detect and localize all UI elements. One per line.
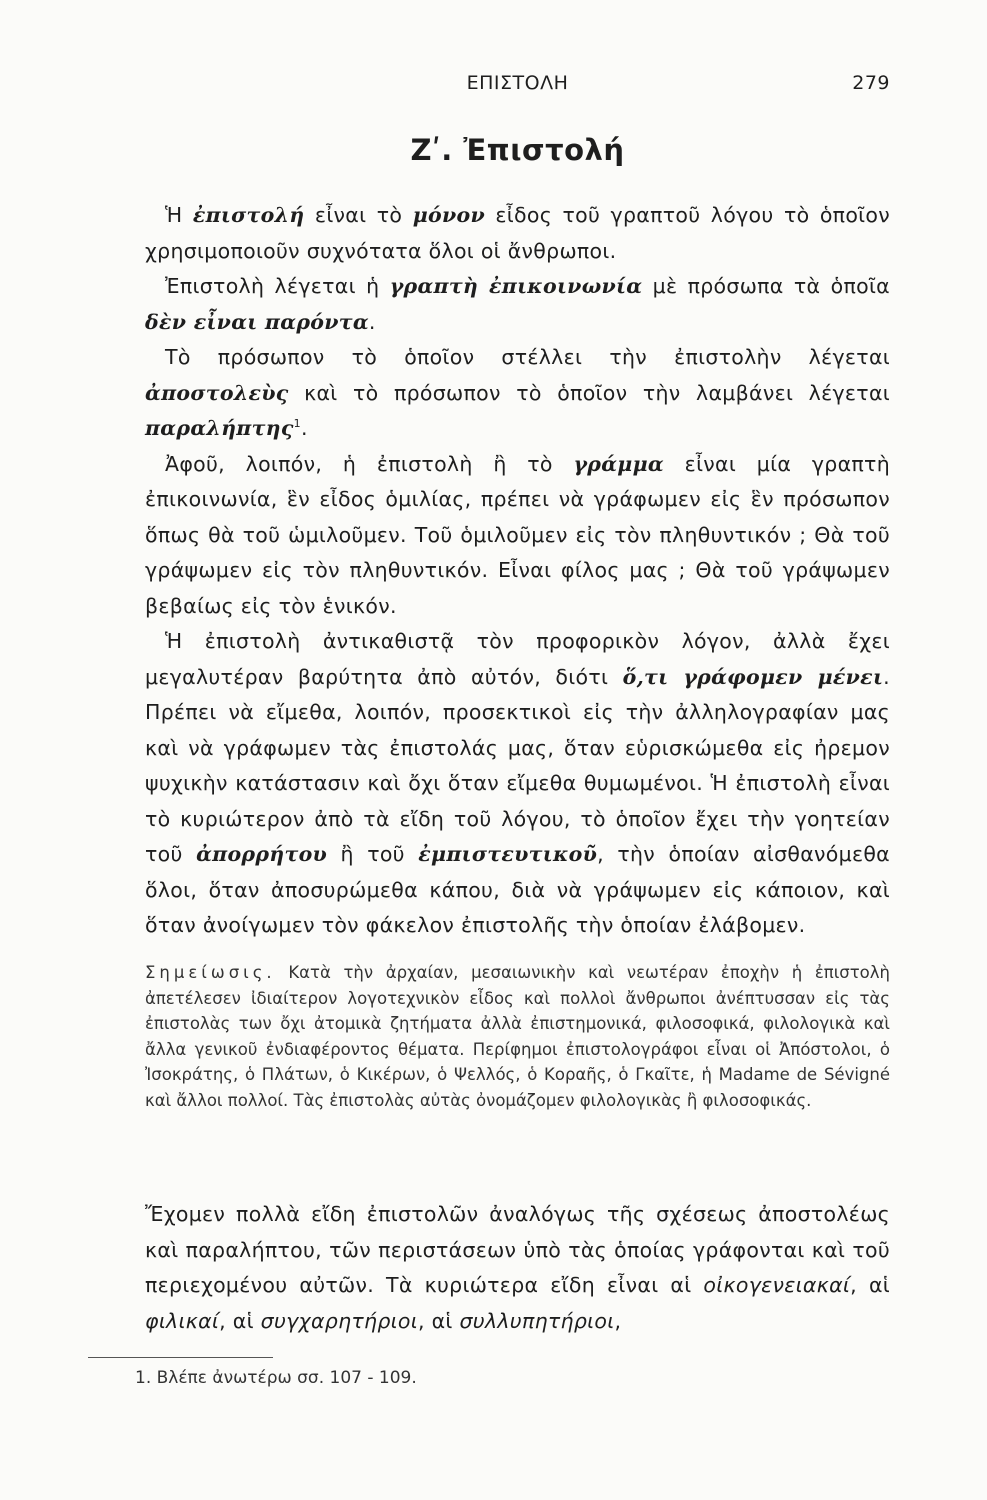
text-run: , αἱ <box>417 1308 460 1333</box>
footnote-rule <box>88 1357 273 1358</box>
text-run: , τὴν ὁποίαν αἰσθανόμεθα ὅλοι, ὅταν ἀποσυρώμεθα κάπου, διὰ νὰ γράψωμεν εἰς κάποιον, καὶ ὅταν ἀνοίγωμεν τὸν φάκελον ἐπιστολῆς τὴν ὁποίαν ἐλάβομεν. <box>145 842 890 937</box>
text-run: ἢ τοῦ <box>327 842 419 866</box>
emphasis: ἀποστολεὺς <box>145 380 289 405</box>
chapter-heading: Ζʹ. Ἐπιστολή <box>410 133 625 167</box>
paragraph-importance <box>145 624 890 944</box>
text-run: Τὸ πρόσωπον τὸ ὁποῖον στέλλει τὴν ἐπιστολὴν λέγεται <box>165 345 890 369</box>
emphasis: συγχαρητήριοι <box>260 1308 418 1333</box>
text-run: Ἡ ἐπιστολὴ ἀντικαθιστᾷ τὸν προφορικὸν λόγον, ἀλλὰ ἔχει μεγαλυτέραν βαρύτητα ἀπὸ αὐτόν, διότι <box>145 629 890 689</box>
text-run: Ἀφοῦ, λοιπόν, ἡ ἐπιστολὴ ἢ τὸ <box>165 451 574 476</box>
text-run: . Πρέπει νὰ εἴμεθα, λοιπόν, προσεκτικοὶ εἰς τὴν ἀλληλογραφίαν μας καὶ νὰ γράφωμεν τὰς ἐπιστολάς μας, ὅταν εὑρισκώμεθα εἰς ἠρεμον ψυχικὴν κατάστασιν καὶ ὄχι ὅταν εἴμεθα θυμωμένοι. Ἡ ἐπιστολὴ εἶναι τὸ κυριώτερον ἀπὸ τὰ εἴδη τοῦ λόγου, τὸ ὁποῖον ἔχει τὴν γοητείαν τοῦ <box>145 664 890 866</box>
emphasis: γραπτὴ ἐπικοινωνία <box>389 274 643 298</box>
text-run: καὶ τὸ πρόσωπον τὸ ὁποῖον τὴν λαμβάνει λέγεται <box>288 380 890 405</box>
emphasis: γράμμα <box>573 451 664 476</box>
emphasis: δὲν εἶναι παρόντα <box>145 309 369 334</box>
text-run: Ἔχομεν πολλὰ εἴδη ἐπιστολῶν ἀναλόγως τῆς σχέσεως ἀποστολέως καὶ παραλήπτου, τῶν περιστάσεων ὑπὸ τὰς ὁποίας γράφονται καὶ τοῦ περιεχομένου αὐτῶν. Τὰ κυριώτερα εἴδη εἶναι αἱ <box>145 1202 890 1297</box>
note-block <box>145 960 890 1114</box>
emphasis: συλλυπητήριοι <box>459 1308 615 1333</box>
text-run: . <box>368 309 376 334</box>
footnote-ref: 1 <box>293 417 301 431</box>
text-run: , αἱ <box>219 1308 261 1333</box>
page-number: 279 <box>852 72 890 94</box>
emphasis: ὅ,τι γράφομεν μένει <box>622 664 884 689</box>
emphasis: μόνον <box>412 203 485 227</box>
note-paragraph <box>145 960 890 1114</box>
paragraph-address <box>145 447 890 625</box>
footnote: 1. Βλέπε ἀνωτέρω σσ. 107 - 109. <box>135 1368 417 1388</box>
main-text <box>145 198 890 944</box>
text-run: εἶναι μία γραπτὴ ἐπικοινωνία, ἓν εἶδος ὁμιλίας, πρέπει νὰ γράφωμεν εἰς ἓν πρόσωπον ὅπως θὰ τοῦ ὡμιλοῦμεν. Τοῦ ὁμιλοῦμεν εἰς τὸν πληθυντικόν ; Θὰ τοῦ γράψωμεν εἰς τὸν πληθυντικόν. Εἶναι φίλος μας ; Θὰ τοῦ γράψωμεν βεβαίως εἰς τὸν ἑνικόν. <box>145 451 890 618</box>
emphasis: ἐμπιστευτικοῦ <box>418 842 598 866</box>
text-run: , αἱ <box>850 1273 890 1297</box>
emphasis: οἰκογενειακαί <box>703 1273 851 1297</box>
text-run: εἶδος τοῦ γραπτοῦ λόγου τὸ ὁποῖον χρησιμοποιοῦν συχνότατα ὅλοι οἱ ἄνθρωποι. <box>145 203 891 263</box>
emphasis: παραλήπτης <box>145 416 294 440</box>
running-title: ΕΠΙΣΤΟΛΗ <box>466 72 569 94</box>
text-run: μὲ πρόσωπα τὰ ὁποῖα <box>642 274 890 298</box>
text-run: , <box>614 1308 622 1333</box>
text-run: Ἐπιστολὴ λέγεται ἡ <box>165 274 390 298</box>
emphasis: ἀπορρήτου <box>196 842 328 866</box>
running-head <box>145 72 890 100</box>
text-run: Ἡ <box>165 203 193 227</box>
paragraph-kinds <box>145 1197 890 1339</box>
emphasis: ἐπιστολή <box>192 203 305 227</box>
paragraph-definition <box>145 198 890 269</box>
paragraph-communication <box>145 269 890 340</box>
note-text: Κατὰ τὴν ἀρχαίαν, μεσαιωνικὴν καὶ νεωτέραν ἐποχὴν ἡ ἐπιστολὴ ἀπετέλεσεν ἰδιαίτερον λογοτεχνικὸν εἶδος καὶ πολλοὶ ἄνθρωποι ἀνέπτυσσαν εἰς τὰς ἐπιστολὰς των ὄχι ἀτομικὰ ζητήματα ἀλλὰ ἐπιστημονικά, φιλοσοφικά, φιλολογικὰ καὶ ἄλλα γενικοῦ ἐνδιαφέροντος θέματα. Περίφημοι ἐπιστολογράφοι εἶναι οἱ Ἀπόστολοι, ὁ Ἰσοκράτης, ὁ Πλάτων, ὁ Κικέρων, ὁ Ψελλός, ὁ Κοραῆς, ὁ Γκαῖτε, ἡ Madame de Sévigné καὶ ἄλλοι πολλοί. Τὰς ἐπιστολὰς αὐτὰς ὀνομάζομεν φιλολογικὰς ἢ φιλοσοφικάς. <box>145 963 890 1110</box>
text-run: εἶναι τὸ <box>304 203 413 227</box>
text-run: . <box>300 416 308 440</box>
emphasis: φιλικαί <box>145 1308 220 1333</box>
main-text-continued <box>145 1197 890 1339</box>
paragraph-sender <box>145 340 890 447</box>
note-label: Σημείωσις. <box>145 963 276 982</box>
